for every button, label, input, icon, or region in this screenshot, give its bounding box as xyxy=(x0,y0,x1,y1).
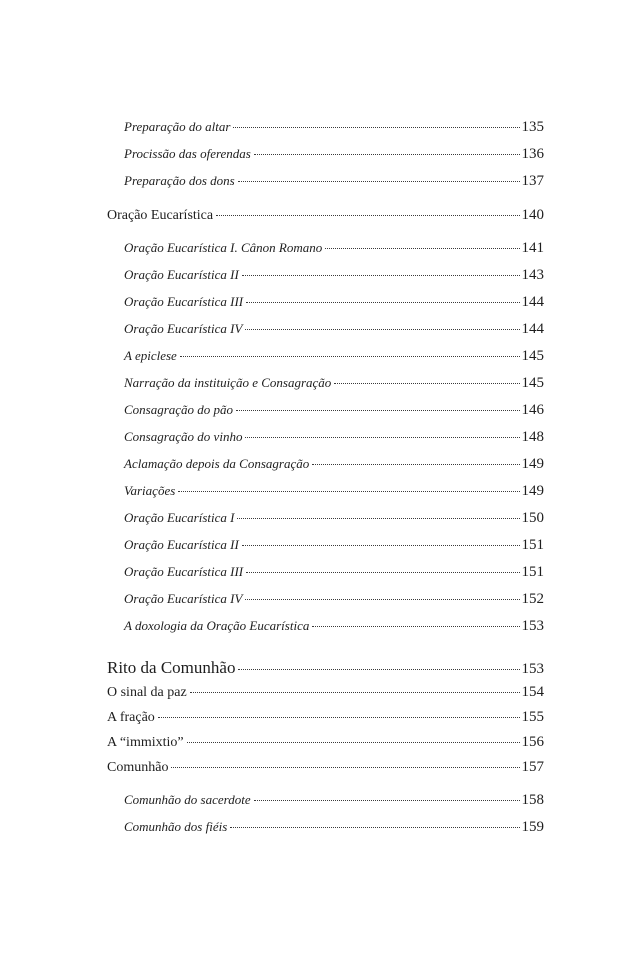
toc-section-entry xyxy=(107,685,544,700)
toc-section-entry xyxy=(107,710,544,725)
dot-leader xyxy=(187,742,520,743)
toc-entry xyxy=(124,619,544,634)
toc-chapter-entry xyxy=(107,659,544,677)
toc-entry-label: Consagração do vinho xyxy=(124,429,243,444)
dot-leader xyxy=(246,572,519,573)
toc-entry-page: 145 xyxy=(521,348,544,364)
toc-entry-page: 137 xyxy=(521,173,544,189)
toc-entry-page: 149 xyxy=(521,483,544,499)
dot-leader xyxy=(334,383,519,384)
toc-entry-page: 149 xyxy=(521,456,544,472)
toc-entry-page: 154 xyxy=(521,684,544,700)
toc-entry-label: Oração Eucarística IV xyxy=(124,321,243,336)
toc-entry-label: Preparação do altar xyxy=(124,119,231,134)
toc-entry xyxy=(124,376,544,391)
toc-entry xyxy=(124,349,544,364)
toc-entry-label: Oração Eucarística xyxy=(107,208,214,223)
toc-entry-page: 136 xyxy=(521,146,544,162)
toc-entry-page: 153 xyxy=(521,661,544,677)
dot-leader xyxy=(245,599,519,600)
toc-entry-page: 151 xyxy=(521,537,544,553)
dot-leader xyxy=(254,800,520,801)
toc-entry-page: 144 xyxy=(521,294,544,310)
toc-entry-label: O sinal da paz xyxy=(107,685,187,700)
toc-entry-page: 153 xyxy=(521,618,544,634)
dot-leader xyxy=(233,127,519,128)
toc-entry-page: 156 xyxy=(521,734,544,750)
dot-leader xyxy=(171,767,519,768)
toc-entry-label: Comunhão dos fiéis xyxy=(124,819,228,834)
toc-entry-page: 150 xyxy=(521,510,544,526)
dot-leader xyxy=(190,692,520,693)
toc-entry-label: Oração Eucarística II xyxy=(124,537,239,552)
toc-entry-page: 145 xyxy=(521,375,544,391)
toc-entry xyxy=(124,147,544,162)
toc-entry-page: 151 xyxy=(521,564,544,580)
toc-entry xyxy=(124,820,544,835)
toc-entry-label: Procissão das oferendas xyxy=(124,146,251,161)
toc-entry-label: A doxologia da Oração Eucarística xyxy=(124,618,310,633)
toc-entry-label: Aclamação depois da Consagração xyxy=(124,456,310,471)
toc-entry-label: A “immixtio” xyxy=(107,735,184,750)
toc-entry-page: 135 xyxy=(521,119,544,135)
dot-leader xyxy=(180,356,520,357)
toc-entry-label: Rito da Comunhão xyxy=(107,658,236,677)
toc-entry-page: 141 xyxy=(521,240,544,256)
toc-entry xyxy=(124,268,544,283)
dot-leader xyxy=(216,215,519,216)
dot-leader xyxy=(238,669,519,670)
toc-entry-page: 146 xyxy=(521,402,544,418)
toc-entry-page: 157 xyxy=(521,759,544,775)
toc-section-entry xyxy=(107,735,544,750)
toc-entry xyxy=(124,174,544,189)
toc-entry-label: Oração Eucarística III xyxy=(124,294,244,309)
toc-entry-label: Oração Eucarística III xyxy=(124,564,244,579)
dot-leader xyxy=(238,181,520,182)
toc-entry-label: Preparação dos dons xyxy=(124,173,235,188)
dot-leader xyxy=(245,329,519,330)
toc-entry-page: 152 xyxy=(521,591,544,607)
toc-section-entry xyxy=(107,760,544,775)
toc-entry xyxy=(124,120,544,135)
dot-leader xyxy=(312,626,519,627)
toc-entry xyxy=(124,538,544,553)
dot-leader xyxy=(242,545,520,546)
toc-entry-label: Consagração do pão xyxy=(124,402,234,417)
toc-entry xyxy=(124,565,544,580)
dot-leader xyxy=(236,410,519,411)
dot-leader xyxy=(325,248,519,249)
toc-entry-label: Oração Eucarística IV xyxy=(124,591,243,606)
toc-entry-page: 155 xyxy=(521,709,544,725)
toc-entry-label: A epiclese xyxy=(124,348,177,363)
dot-leader xyxy=(237,518,519,519)
toc-entry-label: Comunhão do sacerdote xyxy=(124,792,251,807)
toc-entry-page: 143 xyxy=(521,267,544,283)
toc-entry-label: Oração Eucarística II xyxy=(124,267,239,282)
toc-entry xyxy=(124,457,544,472)
toc-entry-page: 144 xyxy=(521,321,544,337)
toc-entry-page: 140 xyxy=(521,207,544,223)
toc-entry-label: Oração Eucarística I xyxy=(124,510,235,525)
toc-section-entry xyxy=(107,208,544,223)
toc-entry-page: 158 xyxy=(521,792,544,808)
toc-entry xyxy=(124,793,544,808)
toc-entry-label: Narração da instituição e Consagração xyxy=(124,375,332,390)
dot-leader xyxy=(312,464,519,465)
dot-leader xyxy=(246,302,519,303)
toc-entry xyxy=(124,403,544,418)
toc-entry-label: Oração Eucarística I. Cânon Romano xyxy=(124,240,323,255)
dot-leader xyxy=(178,491,519,492)
toc-entry xyxy=(124,511,544,526)
toc-entry-page: 159 xyxy=(521,819,544,835)
toc-entry xyxy=(124,295,544,310)
toc-entry-page: 148 xyxy=(521,429,544,445)
toc-entry xyxy=(124,592,544,607)
dot-leader xyxy=(158,717,520,718)
dot-leader xyxy=(230,827,519,828)
toc-entry xyxy=(124,430,544,445)
dot-leader xyxy=(242,275,520,276)
toc-entry xyxy=(124,241,544,256)
dot-leader xyxy=(254,154,520,155)
toc-entry-label: Comunhão xyxy=(107,760,169,775)
toc-entry xyxy=(124,484,544,499)
dot-leader xyxy=(245,437,519,438)
toc-entry xyxy=(124,322,544,337)
toc-entry-label: A fração xyxy=(107,710,155,725)
toc-entry-label: Variações xyxy=(124,483,176,498)
